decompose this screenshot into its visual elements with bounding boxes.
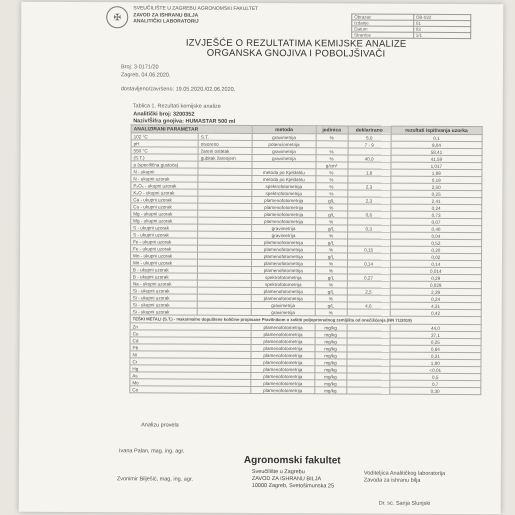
table-cell: gravimetrija	[252, 224, 315, 231]
head-dept: Zavoda za ishranu bilja	[363, 477, 421, 484]
table-cell: g/L	[315, 302, 347, 309]
table-cell: mg/kg	[315, 345, 347, 352]
table-cell: 40,0	[348, 155, 391, 162]
analyst-name: Ivana Palan, mag. ing. agr.	[118, 448, 185, 455]
col-declared: deklarirano	[348, 126, 391, 134]
table-cell: Cu	[130, 330, 251, 338]
table-cell: 0,20	[390, 246, 481, 253]
table-cell: 1,80	[390, 359, 481, 366]
report-title	[181, 39, 411, 60]
table-cell: g/L	[315, 197, 347, 204]
institution-line: SVEUČILIŠTE U ZAGREBU AGRONOMSKI FAKULTET	[133, 5, 259, 12]
table-cell: %	[316, 169, 348, 176]
meta-value: 03	[413, 26, 470, 32]
table-cell: plamenofotometrija	[252, 294, 315, 301]
table-cell: B - ukupni uzorak	[130, 266, 197, 273]
table-cell: 0,04	[390, 232, 481, 239]
table-cell: %	[316, 155, 348, 162]
table-cell: 2,41	[390, 197, 481, 204]
table-cell: Na - ukupni uzorak	[130, 280, 197, 287]
sample-number: Analitički broj: 3200352	[133, 110, 195, 118]
institution-line: ZAVOD ZA ISHRANU BILJA	[133, 11, 199, 19]
table-cell: 0,52	[390, 239, 481, 246]
table-cell: N - ukupni	[131, 168, 198, 175]
table-cell: Mg - ukupni uzorak	[131, 210, 198, 217]
table-cell: 2,3	[347, 183, 390, 190]
table-cell: 0,7	[390, 380, 481, 387]
results-table	[129, 110, 482, 395]
table-cell: %	[315, 260, 347, 267]
table-cell: 0,40	[390, 225, 481, 232]
analyzed-label: Analizu provela	[141, 422, 179, 429]
test-period: dostavljeno/završeno: 19.05.2020./02.06.2020.	[120, 86, 236, 93]
table-cell: %	[315, 309, 347, 316]
sample-name: Naziv/Šifra gnojiva: HUMASTAR 500 ml	[133, 117, 236, 125]
table-cell: g/L	[315, 239, 347, 246]
metals-header: TEŠKI METALI (S.T.) - maksimalne dopuštene količine propisane Pravilnikom o zaštiti poljoprivrednog zemljišta od onečišćenja (NN 71/2019)	[130, 315, 481, 325]
table-cell: plamenofotometrija	[252, 259, 315, 266]
table-cell: 0,029	[390, 281, 481, 288]
table-cell: Fe - ukupni uzorak	[131, 238, 198, 245]
meta-label: Izdanje	[352, 20, 414, 26]
table-cell: %	[315, 267, 347, 274]
table-cell: P₂O₅ - ukupni uzorak	[131, 182, 198, 189]
table-cell: %	[316, 148, 348, 155]
table-cell: 0,07	[390, 218, 481, 225]
table-cell: plamenofotometrija	[252, 217, 315, 224]
table-cell: mg/kg	[315, 359, 347, 366]
table-cell: plamenofotometrija	[252, 287, 315, 294]
table-caption: Tablica 1. Rezultati kemijske analize	[132, 103, 221, 110]
table-cell: spektrofotometrija	[252, 189, 315, 196]
table-cell: gravimetrija	[252, 154, 315, 161]
table-cell: gravimetrija	[251, 301, 314, 308]
table-cell: <0,01	[390, 366, 481, 373]
table-cell: plamenofotometrija	[252, 252, 315, 259]
meta-label: Obrazac	[352, 14, 414, 20]
institution-line: ANALITIČKI LABORATORIJ	[133, 18, 199, 25]
form-meta-table	[351, 13, 471, 39]
table-cell: S.T.	[198, 133, 252, 140]
table-cell: plamenofotometrija	[251, 358, 314, 365]
table-cell: 0,31	[390, 352, 481, 359]
institution-block	[133, 5, 258, 25]
table-cell: K₂O - ukupni uzorak	[131, 189, 198, 196]
table-cell: 37,1	[390, 331, 481, 338]
table-cell: (S.T.)	[131, 154, 198, 161]
table-cell: 0,5	[390, 373, 481, 380]
table-cell: 4,31	[390, 302, 481, 309]
table-cell: spektrofotometrija	[252, 280, 315, 287]
table-cell: 5,0	[348, 134, 391, 141]
table-cell: g/L	[315, 288, 347, 295]
table-cell: 9,04	[391, 141, 482, 148]
table-cell: Ca - ukupni uzorak	[131, 196, 198, 203]
table-cell: %	[316, 134, 348, 141]
table-cell: 0,3	[347, 225, 390, 232]
head-name: Dr. sc. Sanja Slunjski	[378, 500, 431, 507]
table-cell: plamenofotometrija	[251, 386, 314, 393]
table-cell: Mn - ukupni uzorak	[130, 259, 197, 266]
meta-label: Stranica	[352, 32, 414, 38]
table-cell: 0,14	[390, 260, 481, 267]
table-cell: gubitak žarenjem	[198, 154, 252, 161]
table-cell: 0,1	[391, 134, 482, 141]
table-cell: mg/kg	[315, 338, 347, 345]
table-cell: 2,3	[347, 197, 390, 204]
table-cell: g/L	[315, 253, 347, 260]
col-method: metoda	[252, 125, 315, 133]
table-cell: plamenofotometrija	[251, 351, 314, 358]
table-cell: Mg - ukupni uzorak	[131, 217, 198, 224]
meta-value: 1/1	[413, 32, 470, 38]
table-cell: %	[315, 218, 347, 225]
table-cell: %	[315, 190, 347, 197]
table-cell: 44,0	[390, 324, 481, 331]
table-cell: 4,6	[347, 302, 390, 309]
table-cell: %	[315, 281, 347, 288]
table-cell: %	[315, 232, 347, 239]
table-cell: plamenofotometrija	[251, 344, 314, 351]
checker-name: Zvonimir Bilješić, mag. ing. agr.	[116, 476, 193, 483]
table-cell: gravimetrija	[252, 133, 315, 140]
table-cell: g/L	[315, 225, 347, 232]
table-cell: Cr	[130, 358, 251, 366]
table-cell: N - ukupni uzorak	[131, 175, 198, 182]
meta-value: OB-022	[413, 14, 470, 20]
table-cell: 0,64	[390, 345, 481, 352]
table-cell: Si - ukupni uzorak	[130, 308, 197, 315]
table-cell: %	[315, 295, 347, 302]
table-cell: 2,5	[347, 288, 390, 295]
meta-value: 01	[413, 20, 470, 26]
table-cell: 0,6	[347, 211, 390, 218]
table-cell: Pb	[130, 344, 251, 352]
table-cell: g/L	[315, 274, 347, 281]
table-cell: plamenofotometrija	[251, 365, 314, 372]
table-cell: otvoreno	[198, 140, 252, 147]
table-cell: ρ (specifična gustoća)	[131, 161, 198, 168]
table-cell: plamenofotometrija	[252, 210, 315, 217]
table-cell: Zn	[130, 323, 251, 331]
table-cell: 0,14	[347, 260, 390, 267]
table-cell: g/L	[315, 211, 347, 218]
table-cell: Si - ukupni uzorak	[130, 301, 197, 308]
table-cell: gravimetrija	[252, 231, 315, 238]
table-cell: gravimetrija	[251, 308, 314, 315]
table-cell: g/cm³	[316, 162, 348, 169]
title-line: ORGANSKA GNOJIVA I POBOLJŠIVAČI	[206, 47, 386, 60]
table-cell: 2,50	[391, 183, 482, 190]
table-cell: plamenofotometrija	[252, 245, 315, 252]
table-cell: 41,59	[391, 155, 482, 162]
table-cell: As	[130, 372, 251, 380]
table-cell: 0,29	[390, 274, 481, 281]
table-cell: 7 - 9	[348, 141, 391, 148]
crest-icon: ✠	[106, 6, 128, 28]
col-unit: jedinica	[316, 126, 348, 134]
table-cell: mg/kg	[315, 331, 347, 338]
stamp-line: 10000 Zagreb, Svetošimunska 25	[251, 482, 335, 490]
table-cell: 0,25	[391, 190, 482, 197]
table-cell: pH	[131, 140, 198, 147]
report-sheet	[19, 2, 504, 515]
table-cell: žareni ostatak	[198, 147, 252, 154]
stamp-title: Agronomski fakultet	[243, 454, 341, 467]
table-cell: plamenofotometrija	[251, 372, 314, 379]
table-cell: 1,89	[391, 169, 482, 176]
table-cell: mg/kg	[314, 387, 346, 394]
table-cell: S - ukupni uzorak	[131, 231, 198, 238]
table-cell: plamenofotometrija	[252, 266, 315, 273]
table-cell: 0,24	[390, 295, 481, 302]
table-cell: 0,27	[347, 274, 390, 281]
table-cell: spektrofotometrija	[252, 273, 315, 280]
table-cell: 0,30	[389, 387, 480, 394]
table-cell: gravimetrija	[252, 147, 315, 154]
table-cell: 550 °C	[131, 147, 198, 154]
table-cell: 0,15	[347, 246, 390, 253]
metal-row	[130, 386, 481, 395]
table-cell: potenciometrija	[252, 140, 315, 147]
table-cell: 0,19	[391, 176, 482, 183]
table-cell: Mn - ukupni uzorak	[130, 252, 197, 259]
table-cell: mg/kg	[315, 324, 347, 331]
table-cell: 1,017	[391, 162, 482, 169]
table-cell: Si - ukupni uzorak	[130, 287, 197, 294]
table-cell: plamenofotometrija	[251, 330, 314, 337]
table-cell: mg/kg	[314, 380, 346, 387]
table-cell: 1,8	[347, 169, 390, 176]
stamp-line: ZAVOD ZA ISHRANU BILJA	[251, 475, 322, 483]
table-cell: 0,25	[390, 338, 481, 345]
table-cell: metoda po Kjeldahlu	[252, 175, 315, 182]
col-parameter: ANALIZIRANI PARAMETAR	[131, 125, 252, 134]
table-cell: 0,24	[390, 204, 481, 211]
table-cell: %	[315, 183, 347, 190]
table-cell: Mo	[130, 379, 251, 387]
table-cell: 58,41	[391, 148, 482, 155]
report-date: Zagreb, 04.06.2020.	[120, 72, 171, 79]
table-cell: 102 °C	[131, 133, 198, 140]
table-cell: metoda po Kjeldahlu	[252, 168, 315, 175]
table-cell: plamenofotometrija	[252, 196, 315, 203]
faculty-stamp	[244, 455, 364, 514]
table-cell: Cd	[130, 337, 251, 345]
table-cell: plamenofotometrija	[251, 323, 314, 330]
table-cell: Si - ukupni uzorak	[130, 294, 197, 301]
table-cell: Fe - ukupni uzorak	[131, 245, 198, 252]
meta-label: Datum	[352, 26, 414, 32]
table-cell: mg/kg	[314, 373, 346, 380]
table-cell: 0,42	[390, 309, 481, 316]
table-cell: plamenofotometrija	[252, 238, 315, 245]
table-cell: mg/kg	[315, 352, 347, 359]
table-cell: 0,014	[390, 267, 481, 274]
table-cell: Cu - ukupni uzorak	[131, 203, 198, 210]
table-cell: plamenofotometrija	[252, 203, 315, 210]
table-cell: 2,39	[390, 288, 481, 295]
col-result: rezultati ispitivanja uzorka	[391, 126, 482, 134]
table-cell: 0,02	[390, 253, 481, 260]
head-title: Voditeljica Analitičkog laboratorija	[363, 470, 446, 477]
table-cell: 0,73	[390, 211, 481, 218]
table-cell: plamenofotometrija	[251, 379, 314, 386]
table-cell: Hg	[130, 365, 251, 373]
title-line: IZVJEŠĆE O REZULTATIMA KEMIJSKE ANALIZE	[185, 37, 407, 50]
table-cell: spektrofotometrija	[252, 182, 315, 189]
table-cell: Co	[130, 386, 251, 394]
table-cell: mg/kg	[314, 366, 346, 373]
table-cell: S - ukupni uzorak	[131, 224, 198, 231]
table-cell	[346, 387, 389, 394]
table-cell: %	[315, 204, 347, 211]
table-cell: plamenofotometrija	[251, 337, 314, 344]
table-cell: %	[315, 246, 347, 253]
stamp-line: Sveučilište u Zagrebu	[251, 468, 305, 476]
table-cell: Ni	[130, 351, 251, 359]
table-cell: %	[315, 176, 347, 183]
report-header	[21, 2, 503, 37]
report-number: Broj: 3-0171/20	[120, 64, 159, 71]
table-cell: B - ukupni uzorak	[130, 273, 197, 280]
